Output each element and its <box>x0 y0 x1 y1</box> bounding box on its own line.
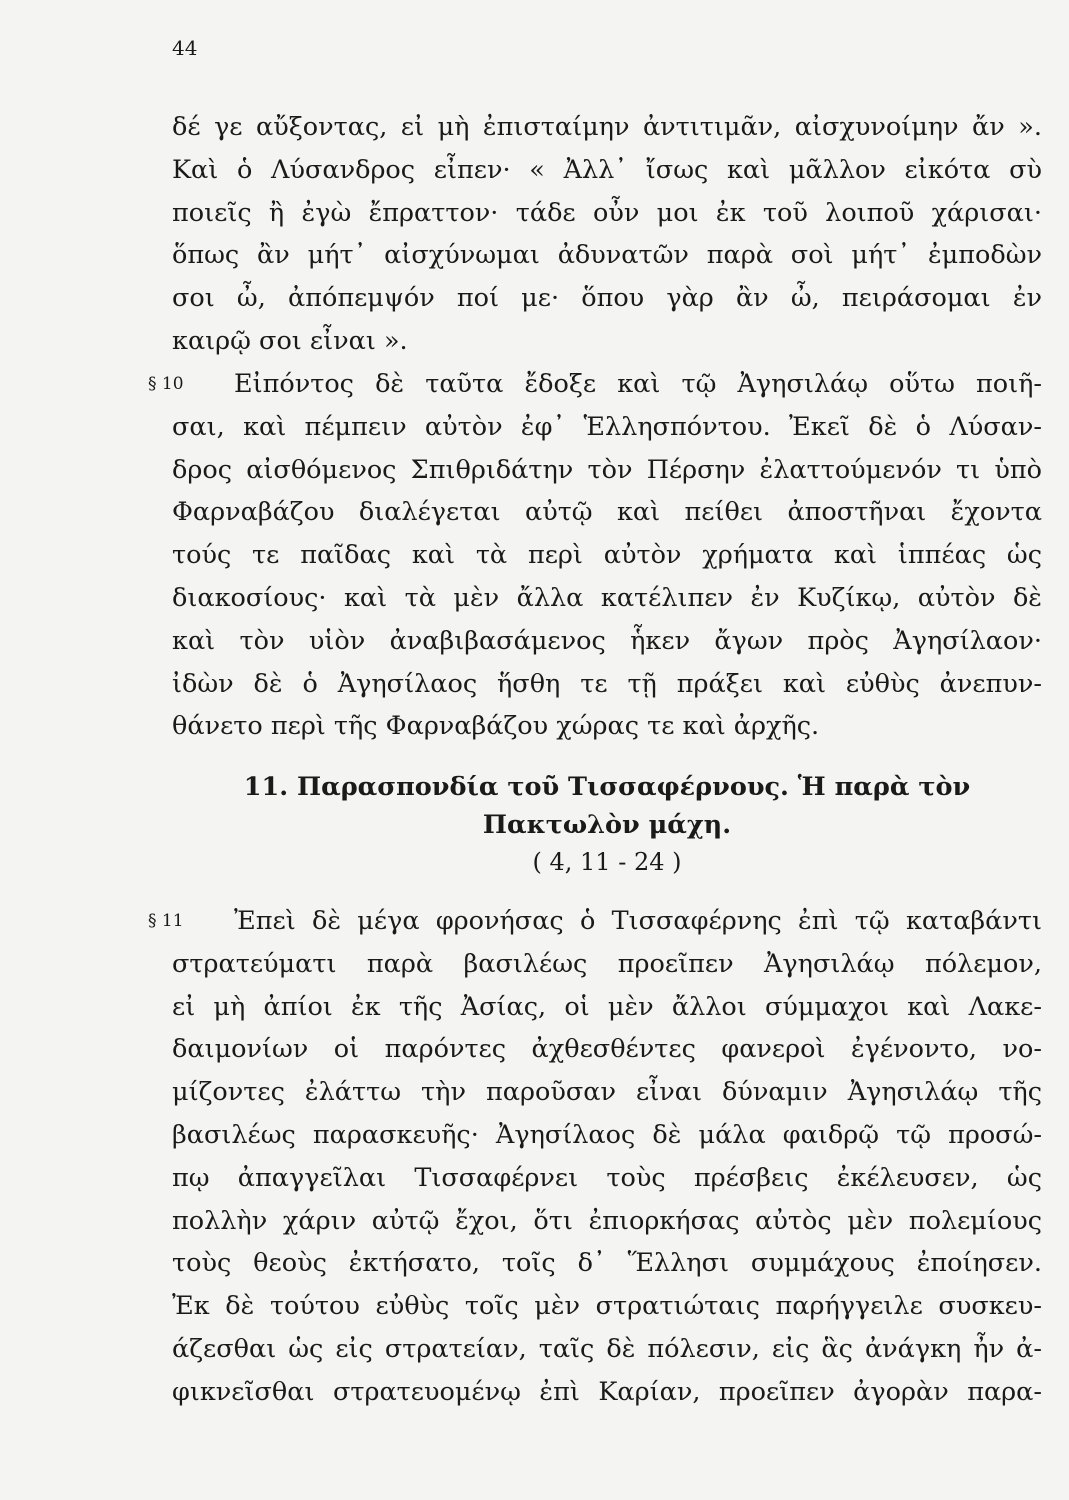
text-line: σοι ὦ, ἀπόπεμψόν ποί με· ὅπου γὰρ ἂν ὦ, πειράσομαι ἐν <box>172 283 1042 314</box>
text-line: Ἐκ δὲ τούτου εὐθὺς τοῖς μὲν στρατιώταις παρήγγειλε συσκευ- <box>172 1291 1042 1322</box>
chapter-reference: ( 4, 11 - 24 ) <box>532 848 682 876</box>
text-line: τούς τε παῖδας καὶ τὰ περὶ αὐτὸν χρήματα καὶ ἱππέας ὡς <box>172 540 1042 571</box>
text-line: πολλὴν χάριν αὐτῷ ἔχοι, ὅτι ἐπιορκήσας αὐτὸς μὲν πολεμίους <box>172 1205 1042 1236</box>
text-line: βασιλέως παρασκευῆς· Ἀγησίλαος δὲ μάλα φαιδρῷ τῷ προσώ- <box>172 1119 1042 1150</box>
text-line: δρος αἰσθόμενος Σπιθριδάτην τὸν Πέρσην ἐλαττούμενόν τι ὑπὸ <box>172 454 1042 485</box>
text-line: ὅπως ἂν μήτ᾽ αἰσχύνωμαι ἀδυνατῶν παρὰ σοὶ μήτ᾽ ἐμποδὼν <box>172 240 1042 271</box>
text-line: εἰ μὴ ἀπίοι ἐκ τῆς Ἀσίας, οἱ μὲν ἄλλοι σύμμαχοι καὶ Λακε- <box>172 991 1042 1022</box>
paragraph-section-11 <box>148 900 1042 1414</box>
text-line: άζεσθαι ὡς εἰς στρατείαν, ταῖς δὲ πόλεσιν, εἰς ἃς ἀνάγκη ἦν ἀ- <box>172 1333 1042 1364</box>
text-line: δαιμονίων οἱ παρόντες ἀχθεσθέντες φανεροὶ ἐγένοντο, νο- <box>172 1034 1042 1065</box>
text-line: Καὶ ὁ Λύσανδρος εἶπεν· « Ἀλλ᾽ ἴσως καὶ μᾶλλον εἰκότα σὺ <box>172 154 1042 185</box>
section-marker: § 11 <box>148 911 184 931</box>
paragraph-continuation <box>172 106 1042 363</box>
chapter-heading <box>172 768 1042 880</box>
section-marker: § 10 <box>148 374 184 394</box>
text-line: δέ γε αὔξοντας, εἰ μὴ ἐπισταίμην ἀντιτιμᾶν, αἰσχυνοίμην ἄν ». <box>172 112 1042 142</box>
text-line: φικνεῖσθαι στρατευομένῳ ἐπὶ Καρίαν, προεῖπεν ἀγορὰν παρα- <box>172 1376 1042 1407</box>
chapter-title: 11. Παρασπονδία τοῦ Τισσαφέρνους. Ἡ παρὰ τὸν <box>243 772 971 802</box>
text-line: θάνετο περὶ τῆς Φαρναβάζου χώρας τε καὶ ἀρχῆς. <box>172 711 820 742</box>
page-number: 44 <box>172 36 198 60</box>
text-line: μίζοντες ἐλάττω τὴν παροῦσαν εἶναι δύναμιν Ἀγησιλάῳ τῆς <box>172 1077 1042 1108</box>
text-line <box>148 900 1042 943</box>
text-line: ποιεῖς ἢ ἐγὼ ἔπραττον· τάδε οὖν μοι ἐκ τοῦ λοιποῦ χάρισαι· <box>172 197 1042 228</box>
text-line: πῳ ἀπαγγεῖλαι Τισσαφέρνει τοὺς πρέσβεις ἐκέλευσεν, ὡς <box>172 1162 1042 1193</box>
text-line: Φαρναβάζου διαλέγεται αὐτῷ καὶ πείθει ἀποστῆναι ἔχοντα <box>172 497 1042 528</box>
paragraph-section-10 <box>148 363 1042 748</box>
text-line-content: Ἐπεὶ δὲ μέγα φρονήσας ὁ Τισσαφέρνης ἐπὶ τῷ καταβάντι <box>234 906 1042 936</box>
text-line <box>148 363 1042 406</box>
text-line: ἰδὼν δὲ ὁ Ἀγησίλαος ἥσθη τε τῇ πράξει καὶ εὐθὺς ἀνεπυν- <box>172 668 1042 699</box>
text-line-content: Εἰπόντος δὲ ταῦτα ἔδοξε καὶ τῷ Ἀγησιλάῳ οὕτω ποιῆ- <box>234 369 1042 399</box>
text-line: διακοσίους· καὶ τὰ μὲν ἄλλα κατέλιπεν ἐν Κυζίκῳ, αὐτὸν δὲ <box>172 582 1042 613</box>
text-line: καιρῷ σοι εἶναι ». <box>172 325 408 356</box>
text-line: σαι, καὶ πέμπειν αὐτὸν ἐφ᾽ Ἑλλησπόντου. Ἐκεῖ δὲ ὁ Λύσαν- <box>172 411 1042 442</box>
chapter-subtitle: Πακτωλὸν μάχη. <box>482 810 732 840</box>
text-line: στρατεύματι παρὰ βασιλέως προεῖπεν Ἀγησιλάῳ πόλεμον, <box>172 948 1042 979</box>
text-line: τοὺς θεοὺς ἐκτήσατο, τοῖς δ᾽ Ἕλλησι συμμάχους ἐποίησεν. <box>172 1248 1042 1279</box>
text-line: καὶ τὸν υἱὸν ἀναβιβασάμενος ἧκεν ἄγων πρὸς Ἀγησίλαον· <box>172 625 1042 656</box>
